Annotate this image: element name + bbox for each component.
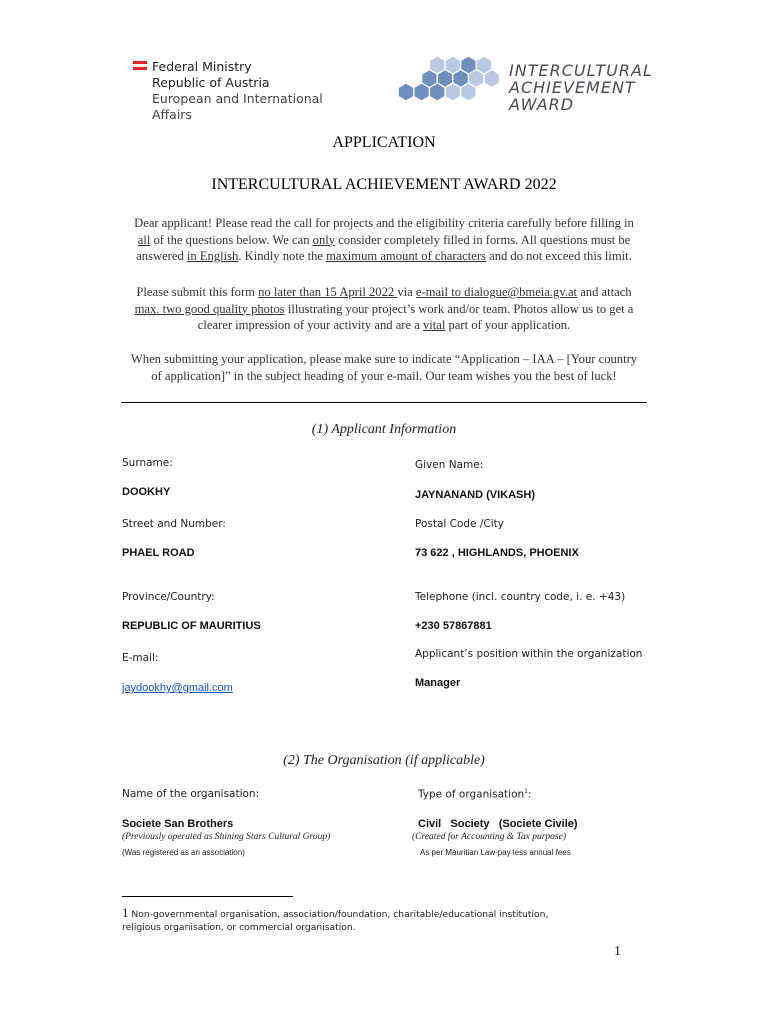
p1-underline-4: maximum amount of characters bbox=[326, 249, 486, 263]
street-value[interactable]: PHAEL ROAD bbox=[122, 547, 195, 559]
street-label: Street and Number: bbox=[122, 518, 226, 530]
intro-paragraph-1 bbox=[128, 215, 640, 265]
award-line-3: AWARD bbox=[509, 95, 575, 114]
hexagon-cell bbox=[399, 84, 413, 100]
p1-text-2: of the questions below. We can bbox=[150, 232, 313, 247]
org-note-registered: (Was registered as an association) bbox=[122, 848, 245, 857]
org-name-label: Name of the organisation: bbox=[122, 788, 260, 800]
flag-stripe-red bbox=[133, 67, 147, 70]
hexagon-cell bbox=[430, 57, 444, 73]
province-label: Province/Country: bbox=[122, 591, 215, 603]
hexagon-cell bbox=[477, 57, 491, 73]
section-2-heading: (2) The Organisation (if applicable) bbox=[283, 753, 485, 768]
org-type-note-law: As per Mauritian Law-pay less annual fees bbox=[420, 848, 571, 857]
p2-photos: max. two good quality photos bbox=[134, 301, 285, 316]
footnote-rule bbox=[122, 896, 293, 897]
p1-text-3: consider completely filled in forms. All questions must be answered bbox=[136, 232, 631, 263]
p1-underline-3: in English bbox=[186, 249, 239, 263]
telephone-label: Telephone (incl. country code, i. e. +43) bbox=[415, 591, 626, 603]
p1-text-1: Dear applicant! Please read the call for projects and the eligibility criteria carefully before filling in bbox=[134, 216, 634, 230]
page-number: 1 bbox=[614, 944, 621, 959]
surname-value[interactable]: DOOKHY bbox=[122, 486, 171, 498]
postal-value[interactable]: 73 622 , HIGHLANDS, PHOENIX bbox=[415, 547, 579, 559]
intro-paragraph-2 bbox=[128, 284, 640, 334]
hexagon-cell bbox=[454, 70, 468, 86]
p2-text-3: and attach bbox=[577, 285, 632, 299]
p1-text-5: and do not exceed this limit. bbox=[485, 249, 632, 263]
hexagon-cell bbox=[461, 84, 475, 100]
footnote-text: Non-governmental organisation, association/foundation, charitable/educational institution, religious organisation, or commercial organisation. bbox=[122, 909, 549, 933]
hexagon-cell bbox=[415, 84, 429, 100]
given-name-value[interactable]: JAYNANAND (VIKASH) bbox=[415, 489, 535, 501]
p2-text-5: part of your application. bbox=[445, 318, 571, 332]
hexagon-cell bbox=[485, 70, 499, 86]
hexagon-cell bbox=[438, 70, 452, 86]
ministry-line-2: Republic of Austria bbox=[152, 75, 270, 90]
org-type-note-accounting: (Created for Accounting & Tax purpose) bbox=[412, 832, 567, 842]
org-type-value[interactable]: Civil Society (Societe Civile) bbox=[418, 818, 578, 830]
hexagon-cell bbox=[446, 84, 460, 100]
intro-paragraph-3: When submitting your application, please make sure to indicate “Application – IAA – [Your country of application]” in the subject heading of your e-mail. Our team wishes you the best of luck! bbox=[130, 352, 638, 383]
province-value[interactable]: REPUBLIC OF MAURITIUS bbox=[122, 620, 261, 632]
ministry-line-3: European and International bbox=[152, 91, 323, 106]
hexagon-cell bbox=[446, 57, 460, 73]
ministry-line-4: Affairs bbox=[152, 107, 192, 122]
given-name-label: Given Name: bbox=[415, 459, 484, 471]
p1-underline-2: only bbox=[312, 232, 336, 247]
award-line-2: ACHIEVEMENT bbox=[509, 78, 636, 97]
award-line-1: INTERCULTURAL bbox=[509, 61, 653, 80]
footnote bbox=[122, 906, 582, 934]
p1-text-4: . Kindly note the bbox=[238, 249, 327, 263]
email-value-link[interactable]: jaydookhy@gmail.com bbox=[122, 682, 233, 694]
postal-label: Postal Code /City bbox=[415, 518, 504, 530]
hexagon-cell bbox=[430, 84, 444, 100]
footnote-number: 1 bbox=[122, 905, 129, 920]
p2-text-1: Please submit this form bbox=[136, 285, 259, 299]
email-label: E-mail: bbox=[122, 652, 159, 664]
telephone-value[interactable]: +230 57867881 bbox=[415, 620, 492, 632]
section-1-heading: (1) Applicant Information bbox=[311, 422, 457, 437]
position-label: Applicant’s position within the organization bbox=[415, 648, 643, 660]
p2-email-link[interactable]: e-mail to dialogue@bmeia.gv.at bbox=[415, 285, 578, 299]
page-subtitle: INTERCULTURAL ACHIEVEMENT AWARD 2022 bbox=[211, 176, 557, 193]
p2-deadline: no later than 15 April 2022 bbox=[258, 285, 398, 299]
hexagon-cluster-icon bbox=[398, 55, 504, 111]
hexagon-cell bbox=[422, 70, 436, 86]
p2-vital: vital bbox=[422, 318, 446, 332]
org-name-value[interactable]: Societe San Brothers bbox=[122, 818, 234, 830]
p1-underline-1: all bbox=[137, 232, 151, 247]
p2-text-4: illustrating your project’s work and/or team. Photos allow us to get a clearer impression of your activity and are a bbox=[197, 301, 634, 332]
org-type-colon: : bbox=[528, 788, 532, 801]
position-value[interactable]: Manager bbox=[415, 677, 461, 689]
hexagon-cell bbox=[469, 70, 483, 86]
p2-text-2: via bbox=[397, 285, 416, 299]
org-type-label-text: Type of organisation bbox=[418, 788, 525, 801]
hexagon-cell bbox=[461, 57, 475, 73]
section-divider bbox=[121, 402, 647, 403]
org-note-previous: (Previously operated as Shining Stars Cultural Group) bbox=[122, 832, 331, 842]
page-title: APPLICATION bbox=[332, 134, 436, 151]
footnote-ref[interactable]: 1 bbox=[524, 788, 528, 795]
org-type-label bbox=[418, 788, 532, 801]
ministry-line-1: Federal Ministry bbox=[152, 59, 252, 74]
surname-label: Surname: bbox=[122, 457, 173, 469]
